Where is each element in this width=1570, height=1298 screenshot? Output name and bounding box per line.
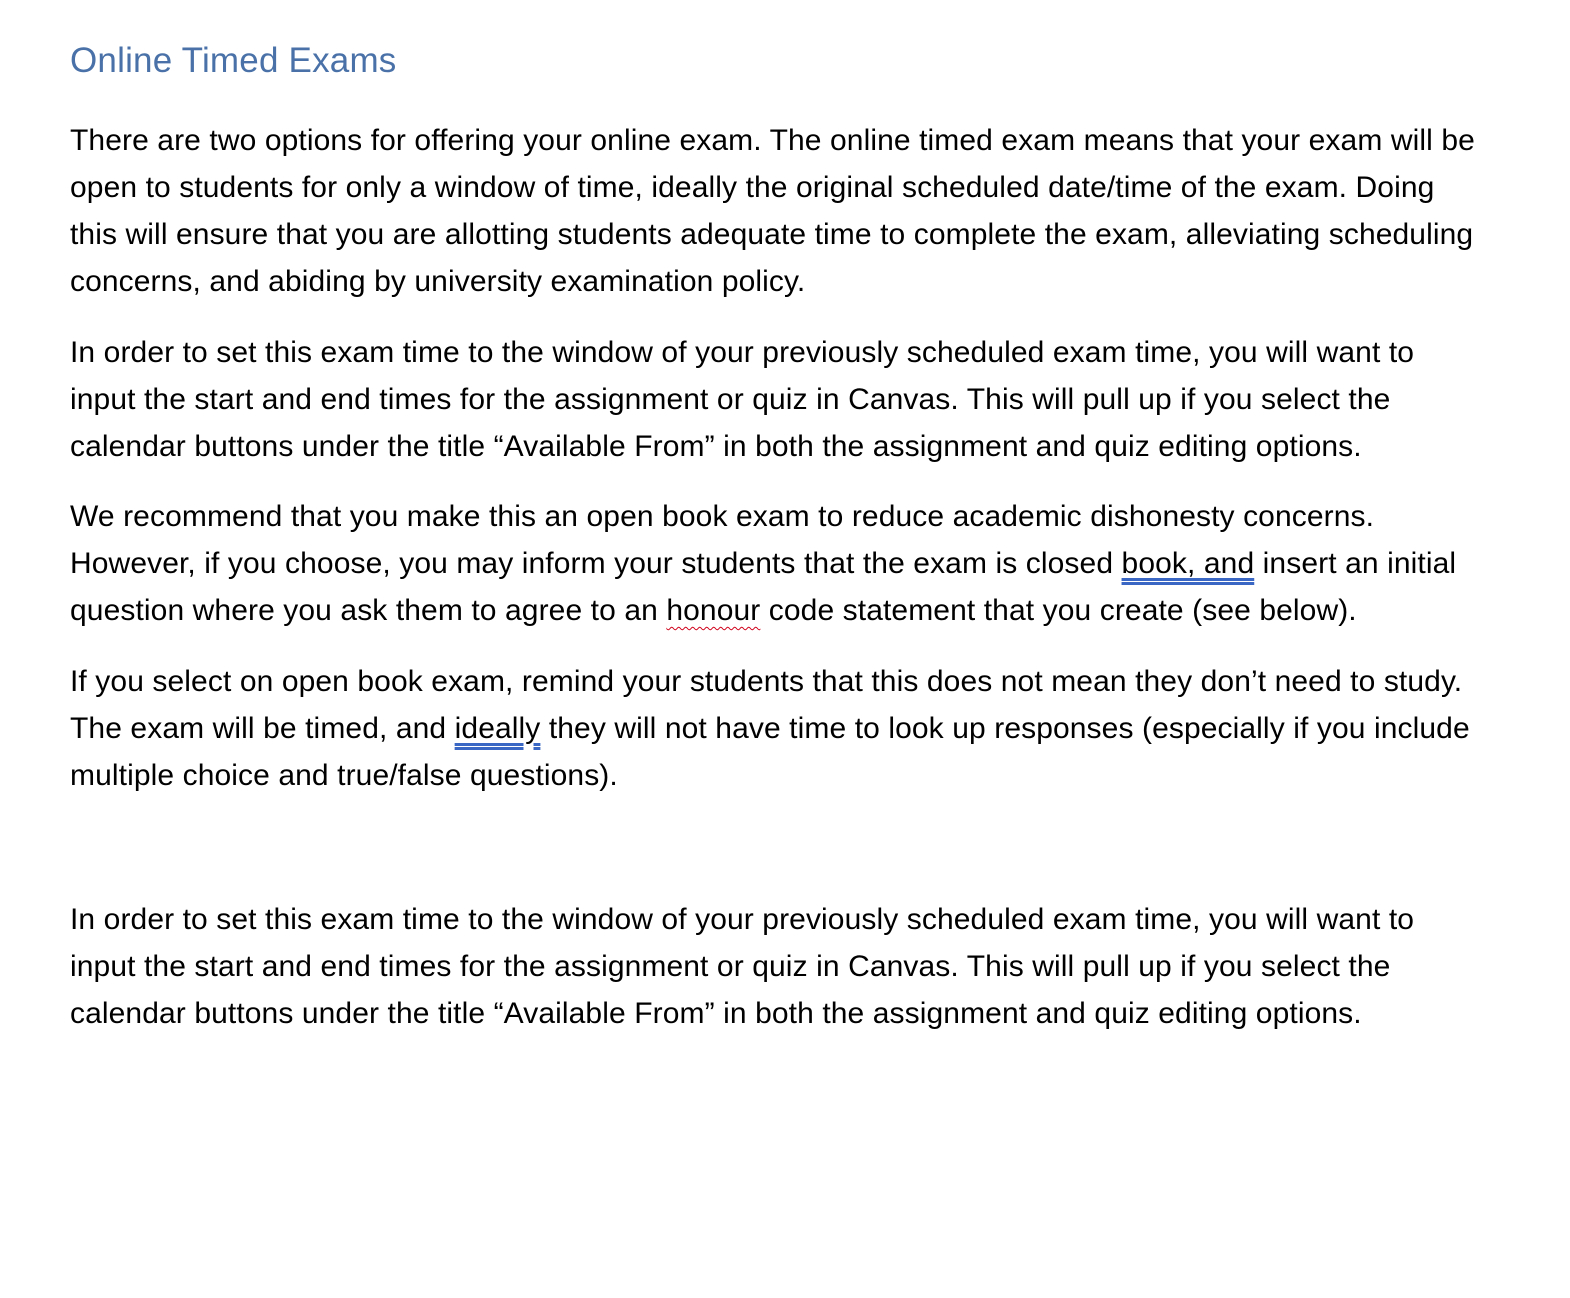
- paragraph-1: There are two options for offering your online exam. The online timed exam means that your exam will be open to students for only a window of time, ideally the original scheduled date/time of the exam. Doing this will ensure that you are allotting students adequate time to complete the exam, alleviating scheduling concerns, and abiding by university examination policy.: [70, 124, 1475, 298]
- paragraph-2: In order to set this exam time to the window of your previously scheduled exam time, you will want to input the start and end times for the assignment or quiz in Canvas. This will pull up if you select the calendar buttons under the title “Available From” in both the assignment and quiz editing options.: [70, 336, 1415, 463]
- spelling-flag-honour[interactable]: honour: [666, 594, 761, 627]
- paragraph-4-text-2: they will not have time to look up responses (especially if you include multiple choice and true/false questions).: [70, 712, 1470, 792]
- paragraph-3-text-3: code statement that you create (see below).: [760, 594, 1357, 627]
- paragraph-3: [70, 493, 1480, 634]
- document-page: [70, 36, 1480, 1037]
- paragraph-3-text-1: We recommend that you make this an open book exam to reduce academic dishonesty concerns. However, if you choose, you may inform your students that the exam is closed: [70, 500, 1375, 580]
- paragraph-3-text-2: insert an initial question where you ask them to agree to an: [70, 547, 1457, 627]
- paragraph-5: In order to set this exam time to the window of your previously scheduled exam time, you will want to input the start and end times for the assignment or quiz in Canvas. This will pull up if you select the calendar buttons under the title “Available From” in both the assignment and quiz editing options.: [70, 903, 1415, 1030]
- paragraph-4: [70, 658, 1480, 799]
- grammar-flag-ideally[interactable]: ideally: [454, 712, 541, 745]
- grammar-flag-book-and[interactable]: book, and: [1121, 547, 1255, 580]
- paragraph-4-text-1: If you select on open book exam, remind your students that this does not mean they don’t need to study. The exam will be timed, and: [70, 665, 1463, 745]
- page-title: Online Timed Exams: [70, 41, 397, 80]
